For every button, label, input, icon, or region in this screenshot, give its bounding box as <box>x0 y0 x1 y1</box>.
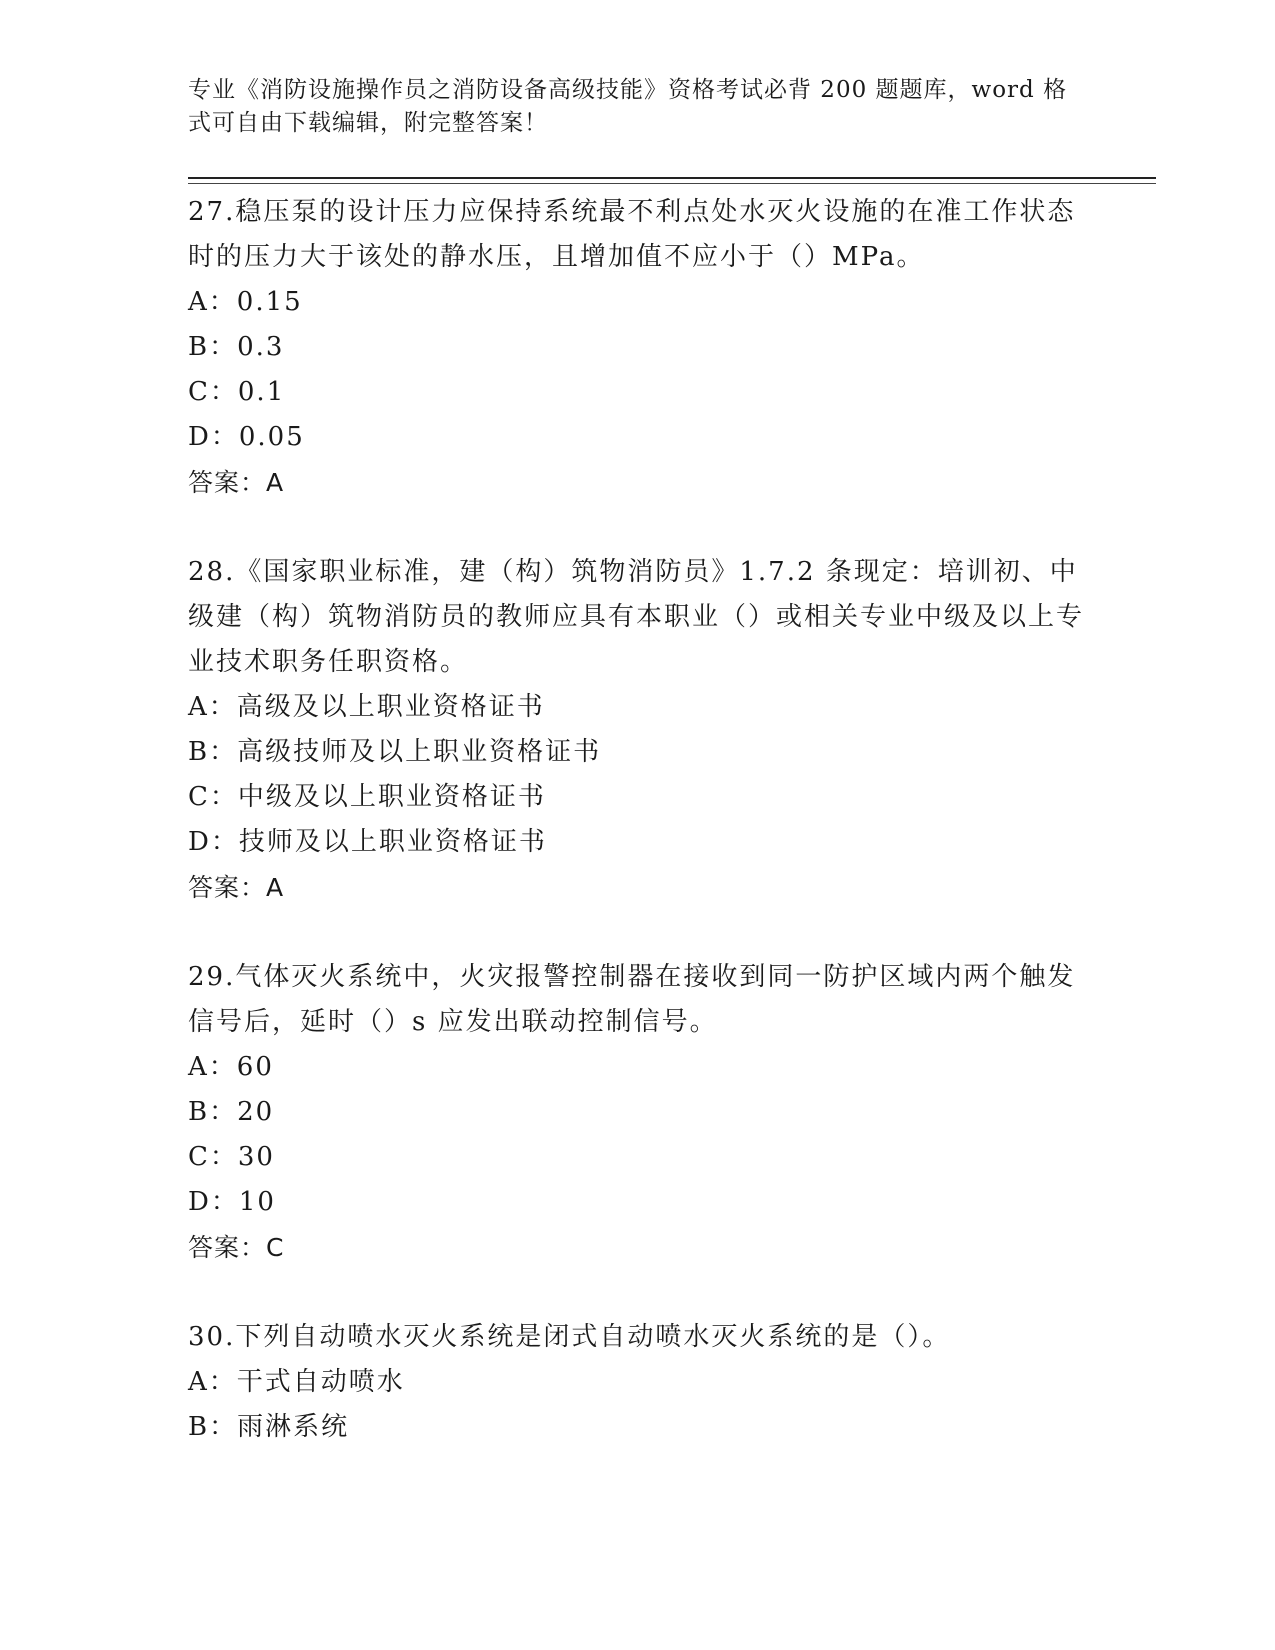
header-divider-thin <box>188 183 1156 184</box>
question-stem: 28.《国家职业标准，建（构）筑物消防员》1.7.2 条现定：培训初、中级建（构）筑物消防员的教师应具有本职业（）或相关专业中级及以上专业技术职务任职资格。 <box>188 557 1085 677</box>
option-a: A：高级及以上职业资格证书 <box>188 692 545 722</box>
page-header: 专业《消防设施操作员之消防设备高级技能》资格考试必背 200 题题库，word 格式可自由下载编辑，附完整答案！ <box>188 77 1068 136</box>
question-27 <box>188 190 1088 505</box>
option-d: D：0.05 <box>188 422 305 452</box>
question-stem: 29.气体灭火系统中，火灾报警控制器在接收到同一防护区域内两个触发信号后，延时（）s 应发出联动控制信号。 <box>188 962 1076 1037</box>
question-29 <box>188 955 1088 1270</box>
option-b: B：0.3 <box>188 332 285 362</box>
option-d: D：10 <box>188 1187 276 1217</box>
option-c: C：30 <box>188 1142 275 1172</box>
option-c: C：中级及以上职业资格证书 <box>188 782 546 812</box>
spacer <box>188 505 1088 550</box>
answer-line: 答案：C <box>188 1233 285 1262</box>
option-b: B：20 <box>188 1097 275 1127</box>
answer-line: 答案：A <box>188 468 285 497</box>
question-30 <box>188 1315 1088 1450</box>
spacer <box>188 1270 1088 1315</box>
spacer <box>188 910 1088 955</box>
question-list <box>188 190 1088 1450</box>
question-stem: 27.稳压泵的设计压力应保持系统最不利点处水灭火设施的在准工作状态时的压力大于该处的静水压，且增加值不应小于（）MPa。 <box>188 197 1076 272</box>
option-a: A：0.15 <box>188 287 303 317</box>
option-c: C：0.1 <box>188 377 286 407</box>
header-divider-thick <box>188 177 1156 179</box>
question-28 <box>188 550 1088 910</box>
answer-line: 答案：A <box>188 873 285 902</box>
option-b: B：高级技师及以上职业资格证书 <box>188 737 602 767</box>
option-d: D：技师及以上职业资格证书 <box>188 827 547 857</box>
option-a: A：干式自动喷水 <box>188 1367 405 1397</box>
question-stem: 30.下列自动喷水灭火系统是闭式自动喷水灭火系统的是（）。 <box>188 1322 951 1352</box>
option-b: B：雨淋系统 <box>188 1412 350 1442</box>
option-a: A：60 <box>188 1052 274 1082</box>
